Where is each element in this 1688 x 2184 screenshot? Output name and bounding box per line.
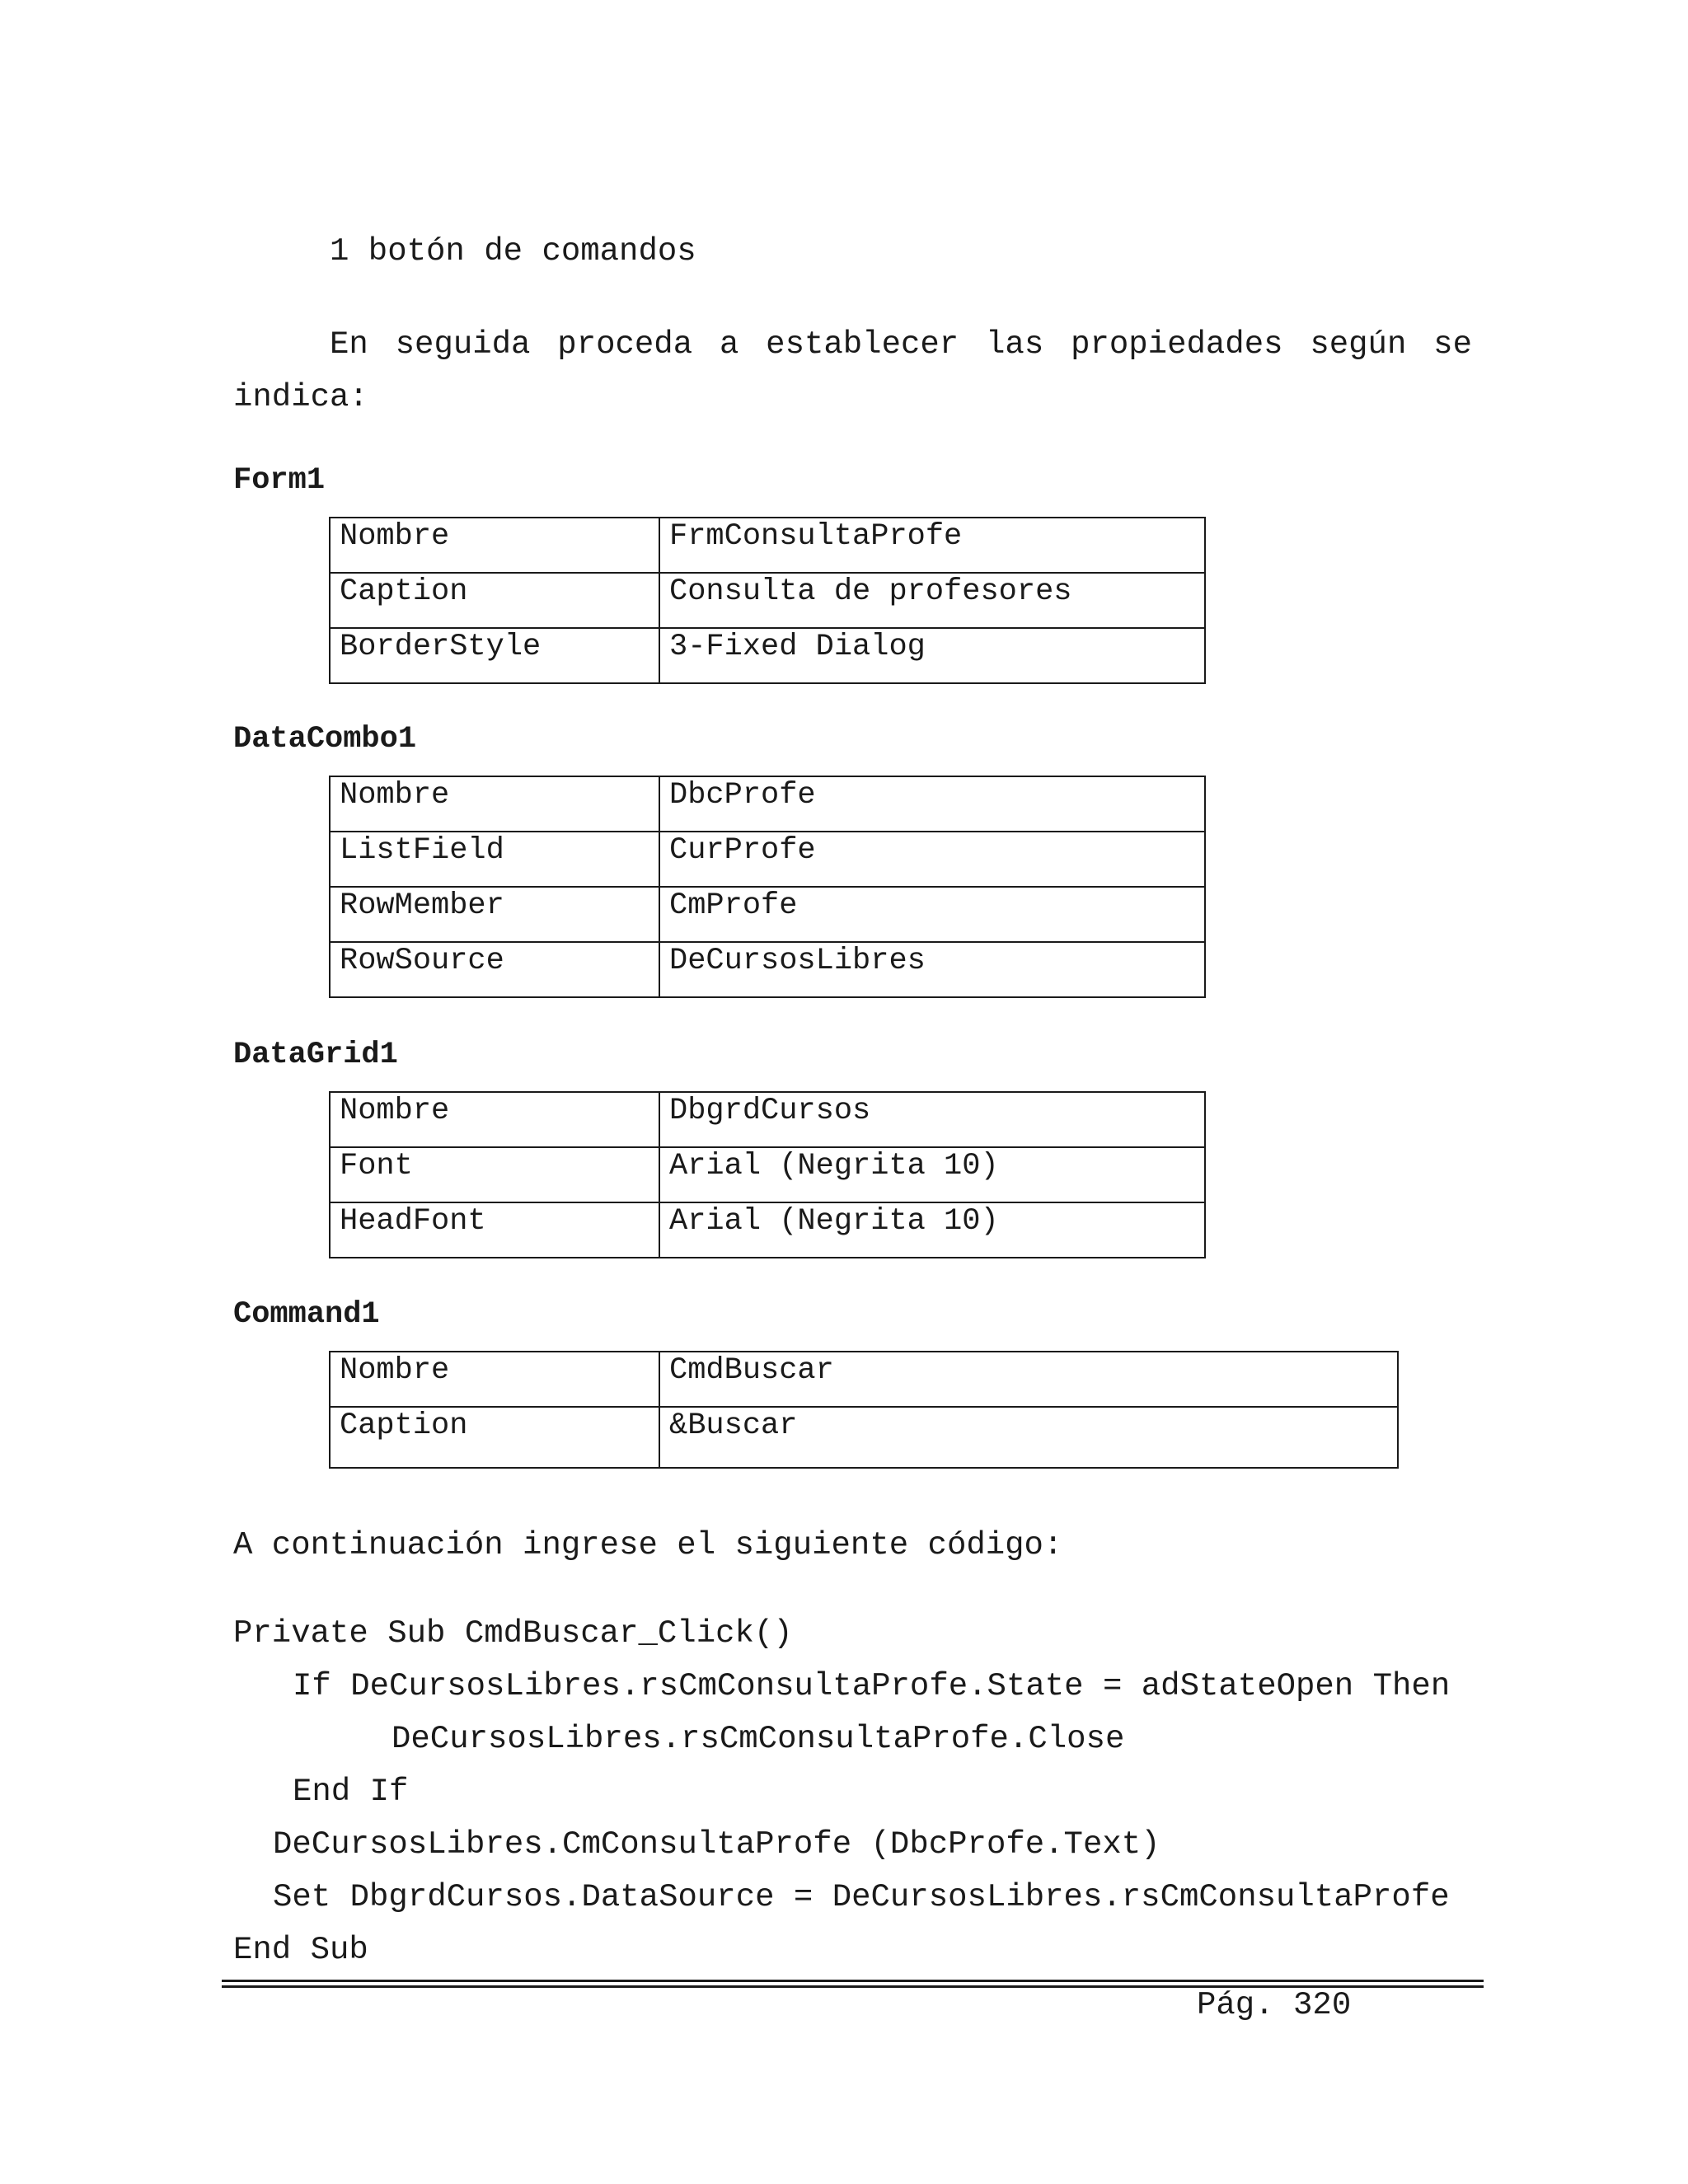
property-value-cell: Arial (Negrita 10) <box>659 1147 1205 1202</box>
property-name-cell: RowSource <box>330 942 659 997</box>
table-row <box>330 832 1205 887</box>
table-row <box>330 942 1205 997</box>
section-heading-command1: Command1 <box>233 1297 380 1332</box>
property-name-cell: Nombre <box>330 1092 659 1147</box>
code-intro: A continuación ingrese el siguiente código: <box>233 1527 1063 1563</box>
table-row <box>330 887 1205 942</box>
table-row <box>330 518 1205 573</box>
properties-table-form1 <box>329 517 1206 684</box>
table-row <box>330 1352 1398 1407</box>
property-value-cell: CurProfe <box>659 832 1205 887</box>
table-row <box>330 628 1205 683</box>
property-value-cell: &Buscar <box>659 1407 1398 1468</box>
footer-rule-top <box>222 1980 1484 1982</box>
table-row <box>330 1147 1205 1202</box>
code-line: End If <box>293 1774 409 1810</box>
property-name-cell: Nombre <box>330 1352 659 1407</box>
property-value-cell: Consulta de profesores <box>659 573 1205 628</box>
section-heading-form1: Form1 <box>233 463 326 498</box>
code-line: End Sub <box>233 1932 368 1968</box>
table-row <box>330 776 1205 832</box>
property-name-cell: Nombre <box>330 518 659 573</box>
table-row <box>330 573 1205 628</box>
code-line: Private Sub CmdBuscar_Click() <box>233 1615 793 1652</box>
table-row <box>330 1202 1205 1258</box>
code-line: DeCursosLibres.rsCmConsultaProfe.Close <box>392 1721 1125 1757</box>
table-row <box>330 1407 1398 1468</box>
intro-line: 1 botón de comandos <box>330 233 696 269</box>
properties-table-command1 <box>329 1351 1399 1469</box>
properties-table-datacombo1 <box>329 776 1206 998</box>
intro-paragraph: En seguida proceda a establecer las propiedades según se indica: <box>233 326 1472 415</box>
property-name-cell: Caption <box>330 1407 659 1468</box>
property-name-cell: HeadFont <box>330 1202 659 1258</box>
property-value-cell: DeCursosLibres <box>659 942 1205 997</box>
table-row <box>330 1092 1205 1147</box>
page-number: Pág. 320 <box>1197 1987 1352 2023</box>
property-name-cell: RowMember <box>330 887 659 942</box>
property-name-cell: Font <box>330 1147 659 1202</box>
property-value-cell: CmdBuscar <box>659 1352 1398 1407</box>
property-name-cell: BorderStyle <box>330 628 659 683</box>
code-line: DeCursosLibres.CmConsultaProfe (DbcProfe.Text) <box>273 1826 1160 1863</box>
section-heading-datacombo1: DataCombo1 <box>233 722 417 757</box>
property-name-cell: ListField <box>330 832 659 887</box>
property-name-cell: Caption <box>330 573 659 628</box>
properties-table-datagrid1 <box>329 1091 1206 1258</box>
section-heading-datagrid1: DataGrid1 <box>233 1038 398 1072</box>
property-value-cell: DbcProfe <box>659 776 1205 832</box>
property-value-cell: 3-Fixed Dialog <box>659 628 1205 683</box>
property-value-cell: FrmConsultaProfe <box>659 518 1205 573</box>
property-value-cell: Arial (Negrita 10) <box>659 1202 1205 1258</box>
property-name-cell: Nombre <box>330 776 659 832</box>
property-value-cell: CmProfe <box>659 887 1205 942</box>
code-line: If DeCursosLibres.rsCmConsultaProfe.State = adStateOpen Then <box>293 1668 1451 1704</box>
code-line: Set DbgrdCursos.DataSource = DeCursosLibres.rsCmConsultaProfe <box>273 1879 1450 1915</box>
property-value-cell: DbgrdCursos <box>659 1092 1205 1147</box>
